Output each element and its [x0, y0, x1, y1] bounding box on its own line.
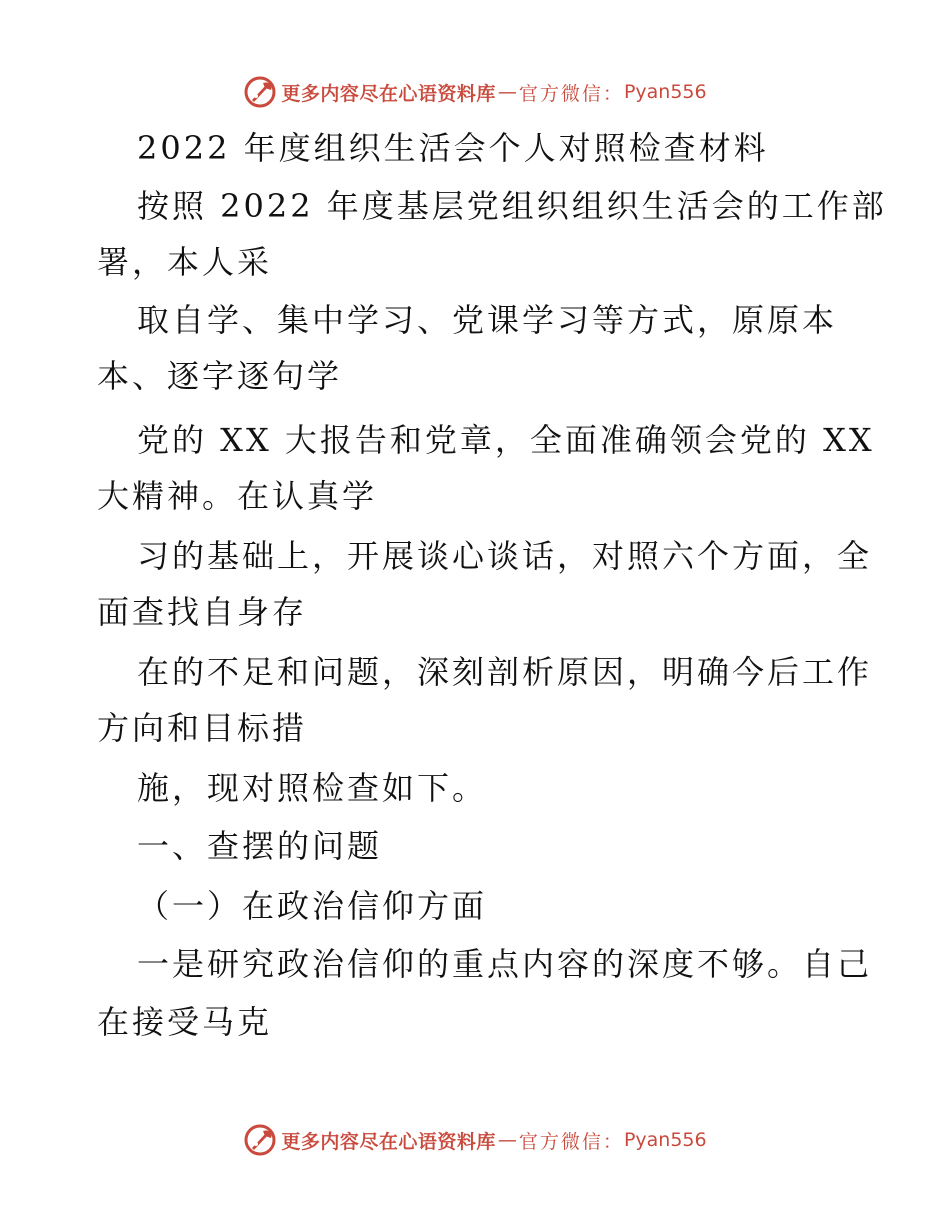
subsection-heading: （一）在政治信仰方面	[137, 887, 488, 925]
watermark-wechat-id: Pyan556	[623, 81, 707, 103]
document-title: 2022 年度组织生活会个人对照检查材料	[137, 129, 769, 167]
watermark-text: 更多内容尽在心语资料库	[281, 1130, 496, 1153]
quill-logo-icon	[243, 1123, 277, 1157]
watermark-separator: —	[497, 81, 517, 103]
watermark-wechat-label: 官方微信：	[518, 82, 624, 105]
watermark-separator: —	[497, 1129, 517, 1151]
watermark-wechat-label: 官方微信：	[518, 1130, 624, 1153]
watermark-text: 更多内容尽在心语资料库	[281, 82, 496, 105]
paragraph-line: 习的基础上，开展谈心谈话，对照六个方面，全	[137, 537, 873, 575]
footer-watermark	[0, 1120, 950, 1160]
paragraph-line: 党的 XX 大报告和党章，全面准确领会党的 XX	[137, 421, 875, 459]
paragraph-line: 取自学、集中学习、党课学习等方式，原原本	[137, 301, 838, 339]
section-heading: 一、查摆的问题	[137, 827, 383, 865]
paragraph-line: 施，现对照检查如下。	[137, 769, 488, 807]
paragraph-line: 本、逐字逐句学	[97, 357, 343, 395]
paragraph-line: 大精神。在认真学	[97, 477, 378, 515]
quill-logo-icon	[243, 75, 277, 109]
paragraph-line: 在接受马克	[97, 1003, 273, 1041]
paragraph-line: 署，本人采	[97, 243, 273, 281]
paragraph-line: 面查找自身存	[97, 593, 308, 631]
paragraph-line: 一是研究政治信仰的重点内容的深度不够。自己	[137, 945, 873, 983]
watermark-wechat-id: Pyan556	[623, 1129, 707, 1151]
paragraph-line: 按照 2022 年度基层党组织组织生活会的工作部	[137, 187, 887, 225]
paragraph-line: 方向和目标措	[97, 709, 308, 747]
header-watermark	[0, 72, 950, 112]
paragraph-line: 在的不足和问题，深刻剖析原因，明确今后工作	[137, 653, 873, 691]
